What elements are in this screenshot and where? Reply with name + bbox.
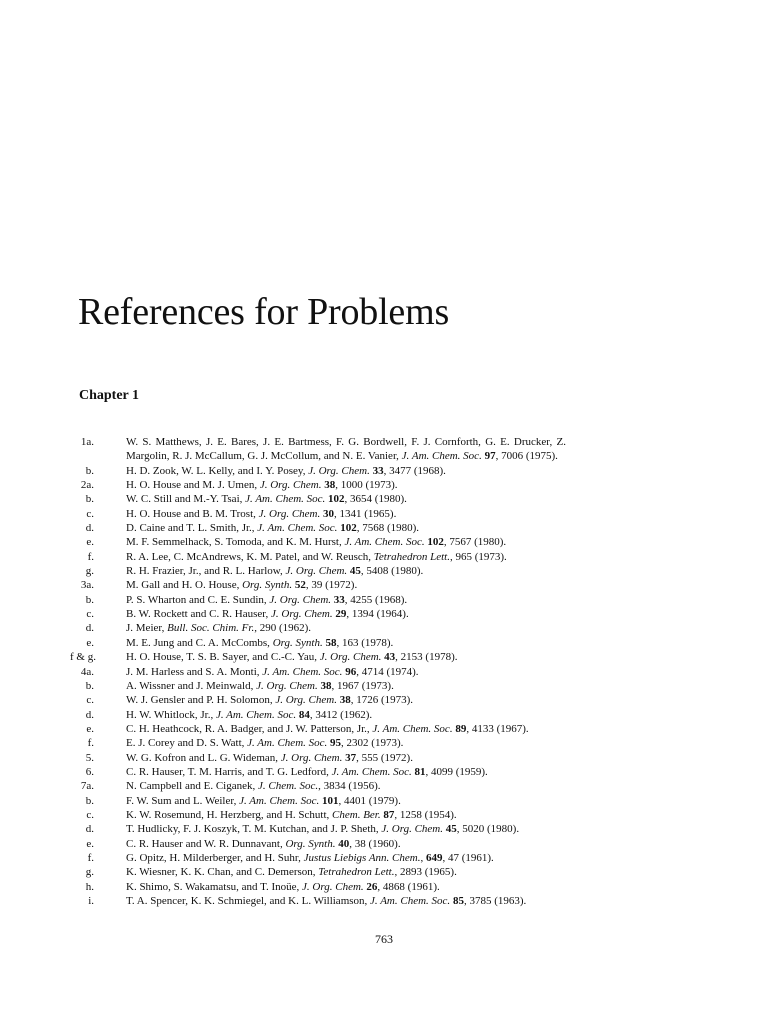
citation-text: A. Wissner and J. Meinwald, xyxy=(126,679,257,692)
journal-name: J. Org. Chem. xyxy=(271,608,333,621)
journal-name: J. Am. Chem. Soc. xyxy=(372,722,453,735)
citation-text: G. Opitz, H. Milderberger, and H. Suhr, xyxy=(126,851,304,864)
reference-citation xyxy=(126,837,566,851)
reference-citation xyxy=(126,550,566,564)
reference-label: f. xyxy=(87,851,94,864)
citation-text: , 5408 (1980). xyxy=(360,565,424,578)
journal-name: J. Org. Chem. xyxy=(319,651,382,664)
reference-entry xyxy=(0,564,768,578)
citation-text: , 1258 (1954). xyxy=(394,808,457,821)
citation-text: H. W. Whitlock, Jr., xyxy=(126,708,216,721)
reference-citation xyxy=(126,665,566,679)
citation-text: , 4868 (1961). xyxy=(377,880,440,893)
journal-name: J. Am. Chem. Soc. xyxy=(262,665,343,678)
journal-name: Chem. Ber. xyxy=(332,808,381,821)
reference-citation xyxy=(126,607,566,621)
citation-text: R. H. Frazier, Jr., and R. L. Harlow, xyxy=(126,565,286,578)
reference-entry xyxy=(0,894,768,908)
reference-label: c. xyxy=(86,507,94,520)
citation-text: , 2302 (1973). xyxy=(341,737,404,750)
reference-entry xyxy=(0,478,768,492)
reference-entry xyxy=(0,464,768,478)
volume-number: 87 xyxy=(383,808,395,821)
reference-label: h. xyxy=(85,880,94,893)
citation-text: , 38 (1960). xyxy=(349,837,401,850)
reference-label: e. xyxy=(86,722,94,735)
reference-citation xyxy=(126,822,566,836)
citation-text: F. W. Sum and L. Weiler, xyxy=(126,794,240,807)
volume-number: 84 xyxy=(298,708,310,721)
citation-text: M. E. Jung and C. A. McCombs, xyxy=(126,636,273,649)
reference-label: g. xyxy=(85,565,94,578)
citation-text: C. R. Hauser and W. R. Dunnavant, xyxy=(126,837,286,850)
citation-text: , 4133 (1967). xyxy=(466,722,529,735)
reference-entry xyxy=(0,837,768,851)
journal-name: J. Org. Chem. xyxy=(259,479,322,492)
reference-label: b. xyxy=(85,593,94,606)
volume-number: 29 xyxy=(335,608,347,621)
reference-label: c. xyxy=(86,608,94,621)
reference-citation xyxy=(126,636,566,650)
reference-label: f. xyxy=(87,737,94,750)
journal-name: J. Am. Chem. Soc. xyxy=(331,765,412,778)
citation-text: , 1394 (1964). xyxy=(346,608,409,621)
reference-citation xyxy=(126,464,566,478)
reference-citation xyxy=(126,851,566,865)
citation-text: , 3834 (1956). xyxy=(318,780,381,793)
journal-name: Org. Synth. xyxy=(272,636,323,649)
citation-text: , 4401 (1979). xyxy=(338,794,401,807)
journal-name: J. Am. Chem. Soc. xyxy=(401,450,482,463)
reference-entry xyxy=(0,822,768,836)
journal-name: Tetrahedron Lett. xyxy=(373,550,450,563)
reference-entry xyxy=(0,865,768,879)
citation-text: C. H. Heathcock, R. A. Badger, and J. W. Patterson, Jr., xyxy=(126,722,373,735)
reference-label: b. xyxy=(85,493,94,506)
citation-text: , 2153 (1978). xyxy=(395,651,458,664)
volume-number: 30 xyxy=(323,507,335,520)
volume-number: 58 xyxy=(325,636,337,649)
reference-label: 6. xyxy=(85,765,94,778)
citation-text: N. Campbell and E. Ciganek, xyxy=(126,780,258,793)
journal-name: J. Am. Chem. Soc. xyxy=(215,708,297,721)
reference-label: c. xyxy=(86,808,94,821)
citation-text: K. Shimo, S. Wakamatsu, and T. Inoüe, xyxy=(126,880,303,893)
citation-text: , 3412 (1962). xyxy=(309,708,373,721)
volume-number: 81 xyxy=(414,765,426,778)
volume-number: 40 xyxy=(338,837,350,850)
volume-number: 45 xyxy=(349,565,361,578)
volume-number: 33 xyxy=(333,593,345,606)
journal-name: Tetrahedron Lett. xyxy=(318,866,395,879)
citation-text: M. Gall and H. O. House, xyxy=(126,579,243,592)
journal-name: J. Am. Chem. Soc. xyxy=(247,737,328,750)
reference-citation xyxy=(126,765,566,779)
journal-name: Org. Synth. xyxy=(242,579,293,592)
volume-number: 37 xyxy=(345,751,357,764)
citation-text: , 3654 (1980). xyxy=(344,493,407,506)
reference-citation xyxy=(126,650,566,664)
citation-text: K. Wiesner, K. K. Chan, and C. Demerson, xyxy=(126,866,319,879)
reference-list xyxy=(0,435,768,908)
reference-citation xyxy=(126,779,566,793)
citation-text: , 2893 (1965). xyxy=(394,866,457,879)
reference-label: 1a. xyxy=(80,436,94,448)
reference-entry xyxy=(0,492,768,506)
citation-text: H. O. House and B. M. Trost, xyxy=(126,507,259,520)
reference-label: 7a. xyxy=(80,780,94,793)
reference-citation xyxy=(126,751,566,765)
citation-text: B. W. Rockett and C. R. Hauser, xyxy=(126,608,271,621)
journal-name: Bull. Soc. Chim. Fr. xyxy=(167,622,255,635)
page-title: References for Problems xyxy=(78,291,450,333)
reference-label: 5. xyxy=(85,751,94,764)
reference-label: 3a. xyxy=(80,579,94,592)
citation-text: , 4099 (1959). xyxy=(425,765,488,778)
journal-name: J. Am. Chem. Soc. xyxy=(344,536,425,549)
reference-entry xyxy=(0,621,768,635)
reference-entry xyxy=(0,521,768,535)
journal-name: J. Org. Chem. xyxy=(302,880,364,893)
reference-label: b. xyxy=(85,794,94,807)
citation-text: , 1967 (1973). xyxy=(331,679,394,692)
journal-name: J. Am. Chem. Soc. xyxy=(245,493,326,506)
citation-text: , 5020 (1980). xyxy=(456,823,520,836)
citation-text: , 3477 (1968). xyxy=(383,464,446,477)
reference-entry xyxy=(0,708,768,722)
journal-name: J. Org. Chem. xyxy=(269,593,332,606)
reference-label: f. xyxy=(87,550,94,563)
reference-entry xyxy=(0,765,768,779)
volume-number: 101 xyxy=(322,794,339,807)
citation-text: W. J. Gensler and P. H. Solomon, xyxy=(126,694,276,707)
journal-name: Justus Liebigs Ann. Chem. xyxy=(303,851,421,864)
reference-citation xyxy=(126,693,566,707)
citation-text: C. R. Hauser, T. M. Harris, and T. G. Ledford, xyxy=(126,765,332,778)
citation-text: , 7568 (1980). xyxy=(356,522,420,535)
volume-number: 45 xyxy=(445,823,457,836)
volume-number: 102 xyxy=(328,493,345,506)
reference-entry xyxy=(0,665,768,679)
volume-number: 38 xyxy=(320,679,332,692)
volume-number: 102 xyxy=(427,536,444,549)
reference-entry xyxy=(0,550,768,564)
citation-text: W. G. Kofron and L. G. Wideman, xyxy=(126,751,281,764)
reference-label: d. xyxy=(85,622,94,635)
journal-name: J. Org. Chem. xyxy=(381,823,443,836)
reference-label: 2a. xyxy=(80,479,94,492)
citation-text: W. C. Still and M.-Y. Tsai, xyxy=(126,493,246,506)
reference-label: i. xyxy=(88,895,94,907)
reference-entry xyxy=(0,650,768,664)
reference-entry xyxy=(0,679,768,693)
citation-text: D. Caine and T. L. Smith, Jr., xyxy=(126,522,258,535)
reference-citation xyxy=(126,736,566,750)
reference-label: b. xyxy=(85,464,94,477)
reference-label: c. xyxy=(86,694,94,707)
reference-entry xyxy=(0,779,768,793)
reference-entry xyxy=(0,808,768,822)
volume-number: 97 xyxy=(484,450,496,463)
volume-number: 102 xyxy=(340,522,357,535)
volume-number: 649 xyxy=(425,851,443,864)
citation-text: W. S. Matthews, J. E. Bares, J. E. Bartmess, F. G. Bordwell, F. J. Cornforth, G. E. Drucker, Z. Margolin, R. J. McCallum, G. J. McCollum, and N. E. Vanier, xyxy=(126,436,566,463)
citation-text: , 555 (1972). xyxy=(356,751,413,764)
reference-entry xyxy=(0,593,768,607)
reference-entry xyxy=(0,751,768,765)
journal-name: J. Org. Chem. xyxy=(280,751,343,764)
citation-text: R. A. Lee, C. McAndrews, K. M. Patel, and W. Reusch, xyxy=(126,550,374,563)
volume-number: 85 xyxy=(452,895,464,907)
reference-citation xyxy=(126,880,566,894)
reference-label: d. xyxy=(85,708,94,721)
citation-text: K. W. Rosemund, H. Herzberg, and H. Schutt, xyxy=(126,808,333,821)
citation-text: T. Hudlicky, F. J. Koszyk, T. M. Kutchan, and J. P. Sheth, xyxy=(126,823,382,836)
reference-citation xyxy=(126,679,566,693)
reference-citation xyxy=(126,478,566,492)
reference-entry xyxy=(0,535,768,549)
reference-label: e. xyxy=(86,636,94,649)
citation-text: , 163 (1978). xyxy=(336,636,394,649)
reference-label: e. xyxy=(86,536,94,549)
citation-text: , 7567 (1980). xyxy=(443,536,507,549)
reference-entry xyxy=(0,880,768,894)
journal-name: J. Org. Chem. xyxy=(275,694,337,707)
reference-citation xyxy=(126,435,566,464)
reference-entry xyxy=(0,851,768,865)
reference-citation xyxy=(126,535,566,549)
journal-name: J. Am. Chem. Soc. xyxy=(239,794,320,807)
volume-number: 43 xyxy=(384,651,396,664)
volume-number: 96 xyxy=(345,665,357,678)
reference-label: 4a. xyxy=(80,665,94,678)
chapter-heading: Chapter 1 xyxy=(79,388,140,403)
journal-name: J. Org. Chem. xyxy=(256,679,318,692)
page-number: 763 xyxy=(375,932,393,946)
journal-name: J. Org. Chem. xyxy=(258,507,321,520)
reference-citation xyxy=(126,722,566,736)
citation-text: E. J. Corey and D. S. Watt, xyxy=(126,737,248,750)
reference-entry xyxy=(0,794,768,808)
citation-text: , 39 (1972). xyxy=(305,579,358,592)
reference-label: f & g. xyxy=(70,651,96,664)
reference-citation xyxy=(126,808,566,822)
volume-number: 26 xyxy=(366,880,378,893)
reference-entry xyxy=(0,722,768,736)
reference-citation xyxy=(126,621,566,635)
reference-entry xyxy=(0,507,768,521)
volume-number: 95 xyxy=(330,737,342,750)
journal-name: Org. Synth. xyxy=(285,837,336,850)
citation-text: , xyxy=(420,851,426,864)
journal-name: J. Chem. Soc. xyxy=(257,780,319,793)
citation-text: , 1000 (1973). xyxy=(335,479,398,492)
citation-text: , 47 (1961). xyxy=(442,851,494,864)
volume-number: 38 xyxy=(324,479,336,492)
volume-number: 52 xyxy=(294,579,306,592)
reference-citation xyxy=(126,894,566,908)
reference-label: d. xyxy=(85,522,94,535)
citation-text: , 1726 (1973). xyxy=(350,694,414,707)
journal-name: J. Org. Chem. xyxy=(285,565,348,578)
citation-text: M. F. Semmelhack, S. Tomoda, and K. M. Hurst, xyxy=(126,536,345,549)
reference-label: d. xyxy=(85,823,94,836)
citation-text: J. M. Harless and S. A. Monti, xyxy=(126,665,263,678)
volume-number: 38 xyxy=(339,694,351,707)
reference-label: e. xyxy=(86,837,94,850)
reference-citation xyxy=(126,578,566,592)
reference-entry xyxy=(0,736,768,750)
citation-text: P. S. Wharton and C. E. Sundin, xyxy=(126,593,270,606)
reference-citation xyxy=(126,521,566,535)
reference-citation xyxy=(126,794,566,808)
citation-text: , 1341 (1965). xyxy=(334,507,397,520)
journal-name: J. Am. Chem. Soc. xyxy=(257,522,338,535)
reference-citation xyxy=(126,593,566,607)
citation-text: H. O. House and M. J. Umen, xyxy=(126,479,260,492)
citation-text: , 965 (1973). xyxy=(449,550,507,563)
reference-entry xyxy=(0,578,768,592)
reference-citation xyxy=(126,564,566,578)
citation-text: H. D. Zook, W. L. Kelly, and I. Y. Posey, xyxy=(126,464,309,477)
citation-text: J. Meier, xyxy=(126,622,168,635)
reference-entry xyxy=(0,636,768,650)
journal-name: J. Am. Chem. Soc. xyxy=(370,895,451,907)
volume-number: 89 xyxy=(455,722,467,735)
journal-name: J. Org. Chem. xyxy=(308,464,370,477)
citation-text: , 4255 (1968). xyxy=(344,593,408,606)
reference-citation xyxy=(126,492,566,506)
reference-entry xyxy=(0,693,768,707)
reference-citation xyxy=(126,507,566,521)
reference-citation xyxy=(126,865,566,879)
citation-text: , 3785 (1963). xyxy=(463,895,527,907)
volume-number: 33 xyxy=(372,464,384,477)
reference-entry xyxy=(0,435,768,464)
reference-label: g. xyxy=(85,866,94,879)
citation-text: , 4714 (1974). xyxy=(356,665,419,678)
reference-entry xyxy=(0,607,768,621)
citation-text: T. A. Spencer, K. K. Schmiegel, and K. L. Williamson, xyxy=(126,895,371,907)
citation-text: H. O. House, T. S. B. Sayer, and C.-C. Yau, xyxy=(126,651,320,664)
reference-citation xyxy=(126,708,566,722)
reference-label: b. xyxy=(85,679,94,692)
citation-text: , 7006 (1975). xyxy=(495,450,558,463)
citation-text: , 290 (1962). xyxy=(254,622,312,635)
